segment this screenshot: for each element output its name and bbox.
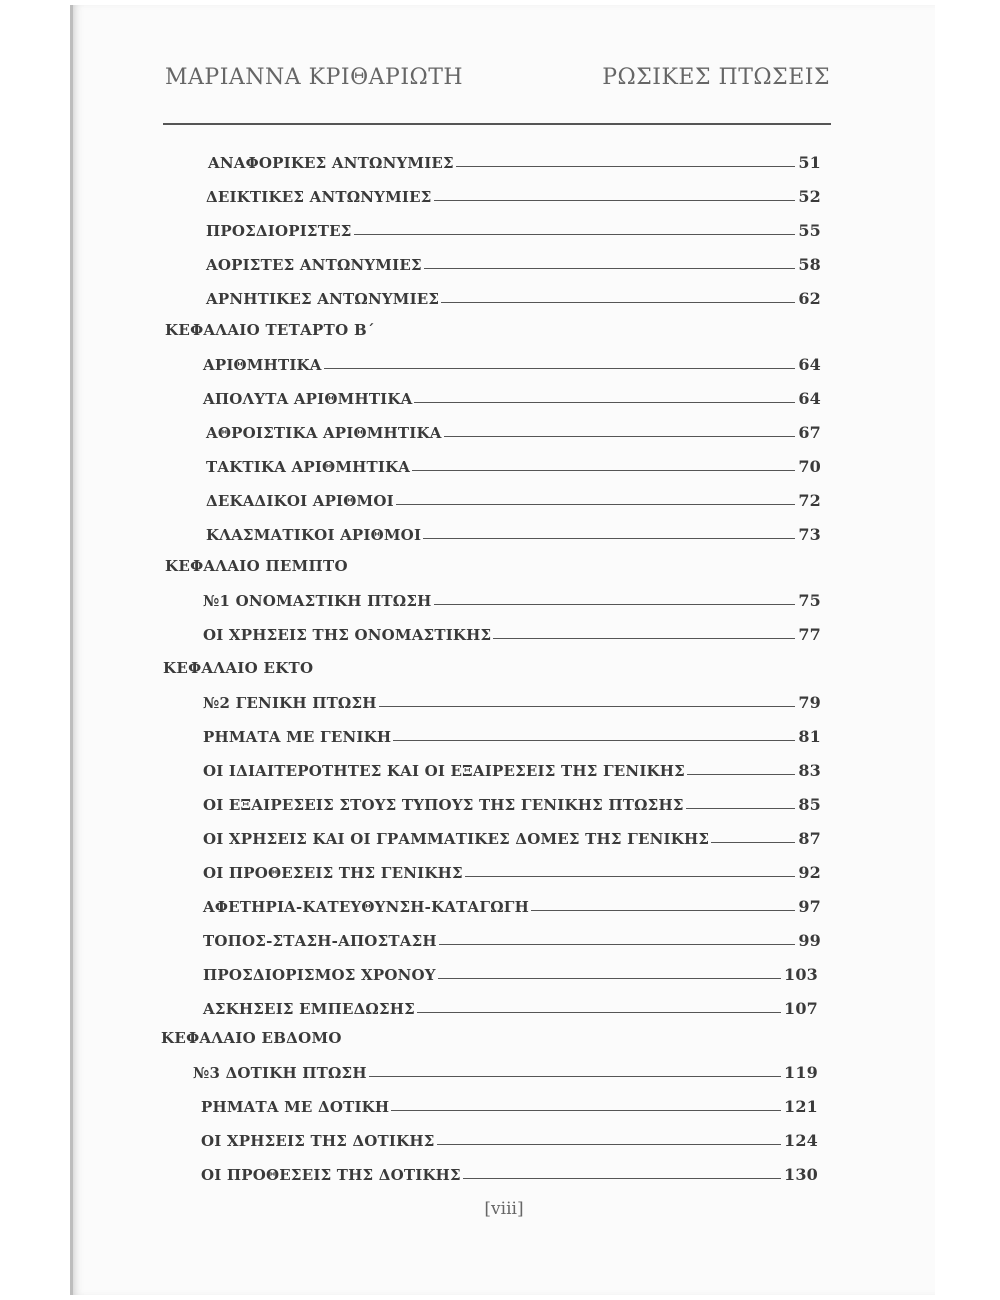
- toc-leader-line: [463, 1178, 781, 1179]
- toc-entry: [201, 1165, 818, 1184]
- toc-entry: [206, 525, 821, 544]
- toc-entry-page-number: 79: [798, 693, 821, 712]
- toc-entry-page-number: 75: [798, 591, 821, 610]
- toc-leader-line: [686, 808, 796, 809]
- toc-entry-page-number: 52: [798, 187, 821, 206]
- toc-entry-title: ΟΙ ΠΡΟΘΕΣΕΙΣ ΤΗΣ ΓΕΝΙΚΗΣ: [203, 864, 463, 882]
- toc-entry-page-number: 85: [798, 795, 821, 814]
- toc-entry-title: ΤΟΠΟΣ-ΣΤΑΣΗ-ΑΠΟΣΤΑΣΗ: [203, 932, 437, 950]
- toc-leader-line: [391, 1110, 781, 1111]
- toc-entry: [206, 221, 821, 240]
- toc-leader-line: [711, 842, 795, 843]
- toc-entry: [203, 999, 818, 1018]
- toc-entry: [201, 1131, 818, 1150]
- toc-leader-line: [531, 910, 795, 911]
- toc-leader-line: [438, 978, 781, 979]
- toc-entry-title: ΟΙ ΙΔΙΑΙΤΕΡΟΤΗΤΕΣ ΚΑΙ ΟΙ ΕΞΑΙΡΕΣΕΙΣ ΤΗΣ ΓΕΝΙΚΗΣ: [203, 762, 685, 780]
- toc-leader-line: [465, 876, 796, 877]
- toc-entry-title: ΡΗΜΑΤΑ ΜΕ ΓΕΝΙΚΗ: [203, 728, 392, 746]
- toc-entry-title: ΟΙ ΕΞΑΙΡΕΣΕΙΣ ΣΤΟΥΣ ΤΥΠΟΥΣ ΤΗΣ ΓΕΝΙΚΗΣ ΠΤΩΣΗΣ: [203, 796, 684, 814]
- toc-leader-line: [369, 1076, 781, 1077]
- toc-leader-line: [354, 234, 796, 235]
- toc-entry: [206, 187, 821, 206]
- table-of-contents: [73, 5, 935, 1295]
- toc-entry: [206, 457, 821, 476]
- toc-entry: [203, 863, 821, 882]
- toc-entry-page-number: 124: [784, 1131, 818, 1150]
- toc-entry-page-number: 121: [784, 1097, 818, 1116]
- toc-entry-page-number: 81: [798, 727, 821, 746]
- toc-leader-line: [396, 504, 795, 505]
- toc-leader-line: [324, 368, 796, 369]
- toc-entry-title: №2 ΓΕΝΙΚΗ ΠΤΩΣΗ: [203, 694, 377, 712]
- toc-entry-page-number: 99: [798, 931, 821, 950]
- toc-entry-title: ΑΦΕΤΗΡΙΑ-ΚΑΤΕΥΘΥΝΣΗ-ΚΑΤΑΓΩΓΗ: [203, 898, 529, 916]
- toc-leader-line: [687, 774, 795, 775]
- toc-entry: [201, 1097, 818, 1116]
- toc-entry-page-number: 97: [798, 897, 821, 916]
- toc-entry-page-number: 62: [798, 289, 821, 308]
- toc-entry-page-number: 55: [798, 221, 821, 240]
- toc-entry-page-number: 67: [798, 423, 821, 442]
- toc-entry-page-number: 119: [784, 1063, 818, 1082]
- toc-entry-title: ΑΡΙΘΜΗΤΙΚΑ: [203, 356, 322, 374]
- toc-entry-page-number: 51: [798, 153, 821, 172]
- chapter-heading: ΚΕΦΑΛΑΙΟ ΤΕΤΑΡΤΟ Β΄: [165, 321, 375, 339]
- page-number: [viii]: [484, 1199, 524, 1219]
- toc-entry: [203, 355, 821, 374]
- toc-leader-line: [439, 944, 796, 945]
- toc-entry: [203, 829, 821, 848]
- toc-entry-title: ΟΙ ΧΡΗΣΕΙΣ ΚΑΙ ΟΙ ΓΡΑΜΜΑΤΙΚΕΣ ΔΟΜΕΣ ΤΗΣ ΓΕΝΙΚΗΣ: [203, 830, 710, 848]
- toc-leader-line: [434, 200, 796, 201]
- toc-entry-title: №3 ΔΟΤΙΚΗ ΠΤΩΣΗ: [193, 1064, 367, 1082]
- toc-entry-title: ΑΡΝΗΤΙΚΕΣ ΑΝΤΩΝΥΜΙΕΣ: [206, 290, 440, 308]
- toc-entry-title: ΑΟΡΙΣΤΕΣ ΑΝΤΩΝΥΜΙΕΣ: [206, 256, 422, 274]
- toc-leader-line: [414, 402, 795, 403]
- running-header-title: ΡΩΣΙΚΕΣ ΠΤΩΣΕΙΣ: [602, 65, 830, 90]
- toc-entry: [203, 965, 818, 984]
- toc-entry-title: ΑΠΟΛΥΤΑ ΑΡΙΘΜΗΤΙΚΑ: [203, 390, 413, 408]
- toc-entry-page-number: 103: [784, 965, 818, 984]
- chapter-heading: ΚΕΦΑΛΑΙΟ ΕΚΤΟ: [163, 659, 314, 677]
- toc-entry-page-number: 64: [798, 389, 821, 408]
- toc-entry-title: ΑΝΑΦΟΡΙΚΕΣ ΑΝΤΩΝΥΜΙΕΣ: [208, 154, 454, 172]
- chapter-heading: ΚΕΦΑΛΑΙΟ ΠΕΜΠΤΟ: [165, 557, 348, 575]
- book-page: [70, 5, 935, 1295]
- toc-entry-title: ΟΙ ΧΡΗΣΕΙΣ ΤΗΣ ΟΝΟΜΑΣΤΙΚΗΣ: [203, 626, 492, 644]
- toc-entry-page-number: 73: [798, 525, 821, 544]
- toc-entry: [203, 931, 821, 950]
- toc-entry-page-number: 72: [798, 491, 821, 510]
- toc-entry: [193, 1063, 818, 1082]
- toc-entry-title: ΟΙ ΧΡΗΣΕΙΣ ΤΗΣ ΔΟΤΙΚΗΣ: [201, 1132, 435, 1150]
- toc-leader-line: [434, 604, 796, 605]
- toc-entry-title: ΠΡΟΣΔΙΟΡΙΣΤΕΣ: [206, 222, 352, 240]
- toc-leader-line: [417, 1012, 781, 1013]
- toc-entry-page-number: 83: [798, 761, 821, 780]
- toc-entry-title: ΤΑΚΤΙΚΑ ΑΡΙΘΜΗΤΙΚΑ: [206, 458, 411, 476]
- toc-entry-title: ΑΣΚΗΣΕΙΣ ΕΜΠΕΔΩΣΗΣ: [203, 1000, 415, 1018]
- toc-leader-line: [379, 706, 796, 707]
- toc-entry: [206, 289, 821, 308]
- toc-leader-line: [456, 166, 795, 167]
- toc-leader-line: [412, 470, 795, 471]
- toc-entry: [206, 255, 821, 274]
- toc-entry-page-number: 64: [798, 355, 821, 374]
- toc-entry-title: ΡΗΜΑΤΑ ΜΕ ΔΟΤΙΚΗ: [201, 1098, 390, 1116]
- toc-entry: [203, 727, 821, 746]
- toc-entry: [203, 795, 821, 814]
- toc-leader-line: [444, 436, 796, 437]
- toc-entry-page-number: 70: [798, 457, 821, 476]
- toc-entry-page-number: 87: [798, 829, 821, 848]
- toc-leader-line: [424, 268, 796, 269]
- toc-entry-title: ΔΕΙΚΤΙΚΕΣ ΑΝΤΩΝΥΜΙΕΣ: [206, 188, 432, 206]
- toc-entry: [203, 389, 821, 408]
- toc-entry: [203, 625, 821, 644]
- toc-entry-title: ΚΛΑΣΜΑΤΙΚΟΙ ΑΡΙΘΜΟΙ: [206, 526, 422, 544]
- toc-leader-line: [423, 538, 795, 539]
- toc-entry: [206, 491, 821, 510]
- toc-leader-line: [393, 740, 795, 741]
- toc-entry-page-number: 130: [784, 1165, 818, 1184]
- toc-entry-page-number: 77: [798, 625, 821, 644]
- toc-entry: [203, 591, 821, 610]
- toc-entry-page-number: 92: [798, 863, 821, 882]
- toc-entry-page-number: 107: [784, 999, 818, 1018]
- toc-entry-title: ΑΘΡΟΙΣΤΙΚΑ ΑΡΙΘΜΗΤΙΚΑ: [206, 424, 442, 442]
- toc-entry-title: ΔΕΚΑΔΙΚΟΙ ΑΡΙΘΜΟΙ: [206, 492, 394, 510]
- toc-entry-title: №1 ΟΝΟΜΑΣΤΙΚΗ ΠΤΩΣΗ: [203, 592, 432, 610]
- toc-entry-page-number: 58: [798, 255, 821, 274]
- toc-entry: [206, 423, 821, 442]
- toc-leader-line: [441, 302, 795, 303]
- toc-entry: [208, 153, 821, 172]
- toc-leader-line: [437, 1144, 781, 1145]
- toc-entry: [203, 693, 821, 712]
- toc-entry-title: ΠΡΟΣΔΙΟΡΙΣΜΟΣ ΧΡΟΝΟΥ: [203, 966, 436, 984]
- running-header-author: ΜΑΡΙΑΝΝΑ ΚΡΙΘΑΡΙΩΤΗ: [165, 65, 464, 90]
- toc-entry: [203, 897, 821, 916]
- toc-entry-title: ΟΙ ΠΡΟΘΕΣΕΙΣ ΤΗΣ ΔΟΤΙΚΗΣ: [201, 1166, 461, 1184]
- toc-entry: [203, 761, 821, 780]
- toc-leader-line: [493, 638, 795, 639]
- chapter-heading: ΚΕΦΑΛΑΙΟ ΕΒΔΟΜΟ: [161, 1029, 342, 1047]
